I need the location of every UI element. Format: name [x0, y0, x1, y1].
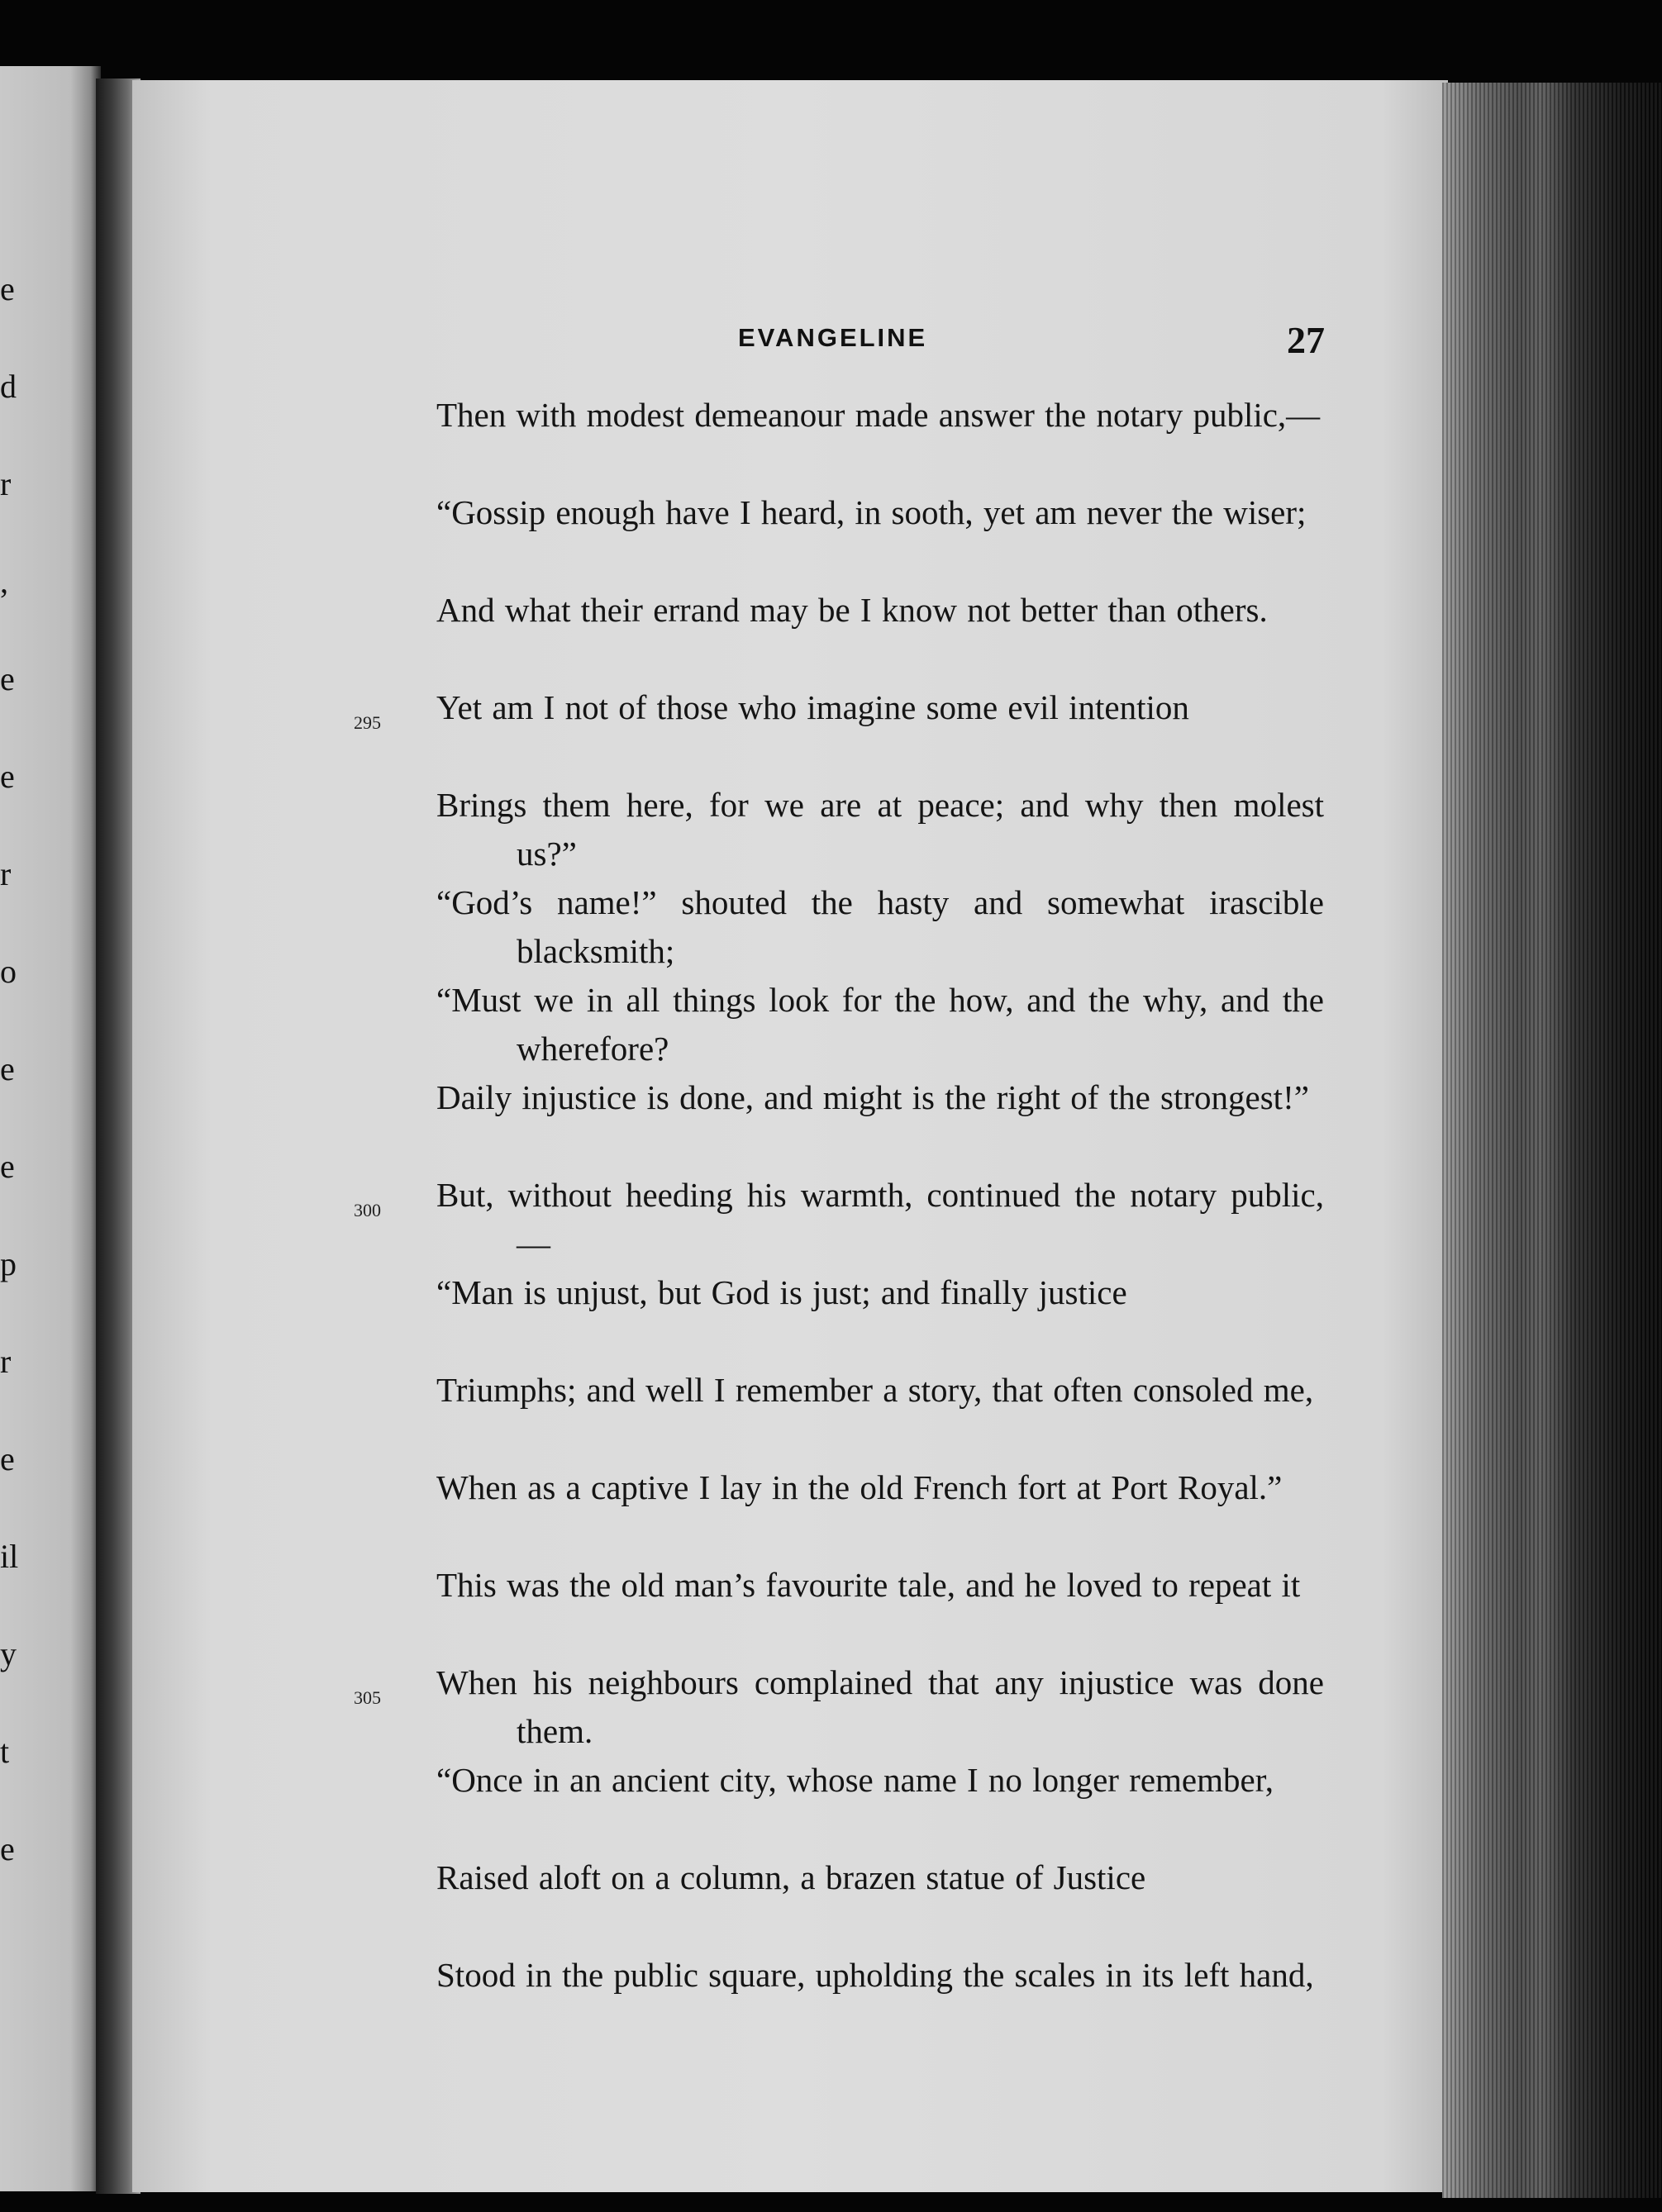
verse-line	[132, 1366, 1448, 1463]
facing-page-letter: il	[0, 1538, 19, 1575]
verse-line	[132, 878, 1448, 976]
facing-page-letter: r	[0, 465, 12, 502]
facing-page-letter: e	[0, 1440, 15, 1477]
facing-page-letter: e	[0, 660, 15, 697]
facing-page-letter: e	[0, 1050, 15, 1087]
line-number: 295	[354, 712, 381, 733]
verse-line	[132, 1853, 1448, 1951]
running-title: EVANGELINE	[738, 323, 928, 352]
verse-text: Daily injustice is done, and might is the right of the strongest!”	[436, 1078, 1309, 1116]
verse-text: Then with modest demeanour made answer the notary public,—	[436, 396, 1321, 434]
verse-line	[132, 1073, 1448, 1171]
verse-text: Raised aloft on a column, a brazen statue of Justice	[436, 1858, 1146, 1896]
verse-text: When as a captive I lay in the old French fort at Port Royal.”	[436, 1468, 1283, 1506]
verse-text: When his neighbours complained that any injustice was done them.	[436, 1663, 1324, 1750]
facing-page-letter: ,	[0, 563, 8, 600]
verse-block	[132, 391, 1448, 2048]
verse-text: But, without heeding his warmth, continued the notary public,—	[436, 1176, 1324, 1263]
verse-text: “God’s name!” shouted the hasty and somewhat irascible blacksmith;	[436, 883, 1324, 970]
facing-page-letter: o	[0, 953, 17, 990]
facing-page-letter: y	[0, 1635, 17, 1672]
verse-text: “Man is unjust, but God is just; and finally justice	[436, 1273, 1127, 1311]
verse-line	[132, 1463, 1448, 1561]
page-header	[132, 320, 1448, 361]
page-edges	[1442, 83, 1662, 2198]
verse-line	[132, 683, 1448, 781]
facing-page-letter: d	[0, 368, 17, 405]
verse-text: This was the old man’s favourite tale, and he loved to repeat it	[436, 1566, 1301, 1604]
facing-page-letter: p	[0, 1245, 17, 1282]
verse-line	[132, 781, 1448, 878]
facing-page-edge	[0, 66, 101, 2191]
verse-line	[132, 1561, 1448, 1658]
facing-page-letter: e	[0, 270, 15, 307]
facing-page-letter: e	[0, 1148, 15, 1185]
verse-text: Stood in the public square, upholding the scales in its left hand,	[436, 1956, 1314, 1994]
verse-line	[132, 1756, 1448, 1853]
verse-line	[132, 1171, 1448, 1268]
verse-line	[132, 976, 1448, 1073]
facing-page-letter: r	[0, 855, 12, 892]
verse-line	[132, 488, 1448, 586]
verse-text: “Once in an ancient city, whose name I no longer remember,	[436, 1761, 1274, 1799]
verse-text: Triumphs; and well I remember a story, that often consoled me,	[436, 1371, 1314, 1409]
book-page	[132, 80, 1448, 2192]
line-number: 300	[354, 1200, 381, 1220]
verse-text: And what their errand may be I know not better than others.	[436, 591, 1268, 629]
line-number: 305	[354, 1687, 381, 1708]
verse-line	[132, 1658, 1448, 1756]
facing-page-letter: e	[0, 1830, 15, 1867]
verse-text: “Gossip enough have I heard, in sooth, yet am never the wiser;	[436, 493, 1307, 531]
verse-line	[132, 1268, 1448, 1366]
facing-page-text-fragments	[0, 66, 25, 2191]
verse-text: Yet am I not of those who imagine some evil intention	[436, 688, 1189, 726]
facing-page-letter: t	[0, 1733, 10, 1770]
verse-line	[132, 1951, 1448, 2048]
verse-text: “Must we in all things look for the how, and the why, and the wherefore?	[436, 981, 1324, 1068]
page-number: 27	[1287, 319, 1325, 361]
verse-text: Brings them here, for we are at peace; and why then molest us?”	[436, 786, 1324, 873]
verse-line	[132, 391, 1448, 488]
verse-line	[132, 586, 1448, 683]
facing-page-letter: e	[0, 758, 15, 795]
facing-page-letter: r	[0, 1343, 12, 1380]
